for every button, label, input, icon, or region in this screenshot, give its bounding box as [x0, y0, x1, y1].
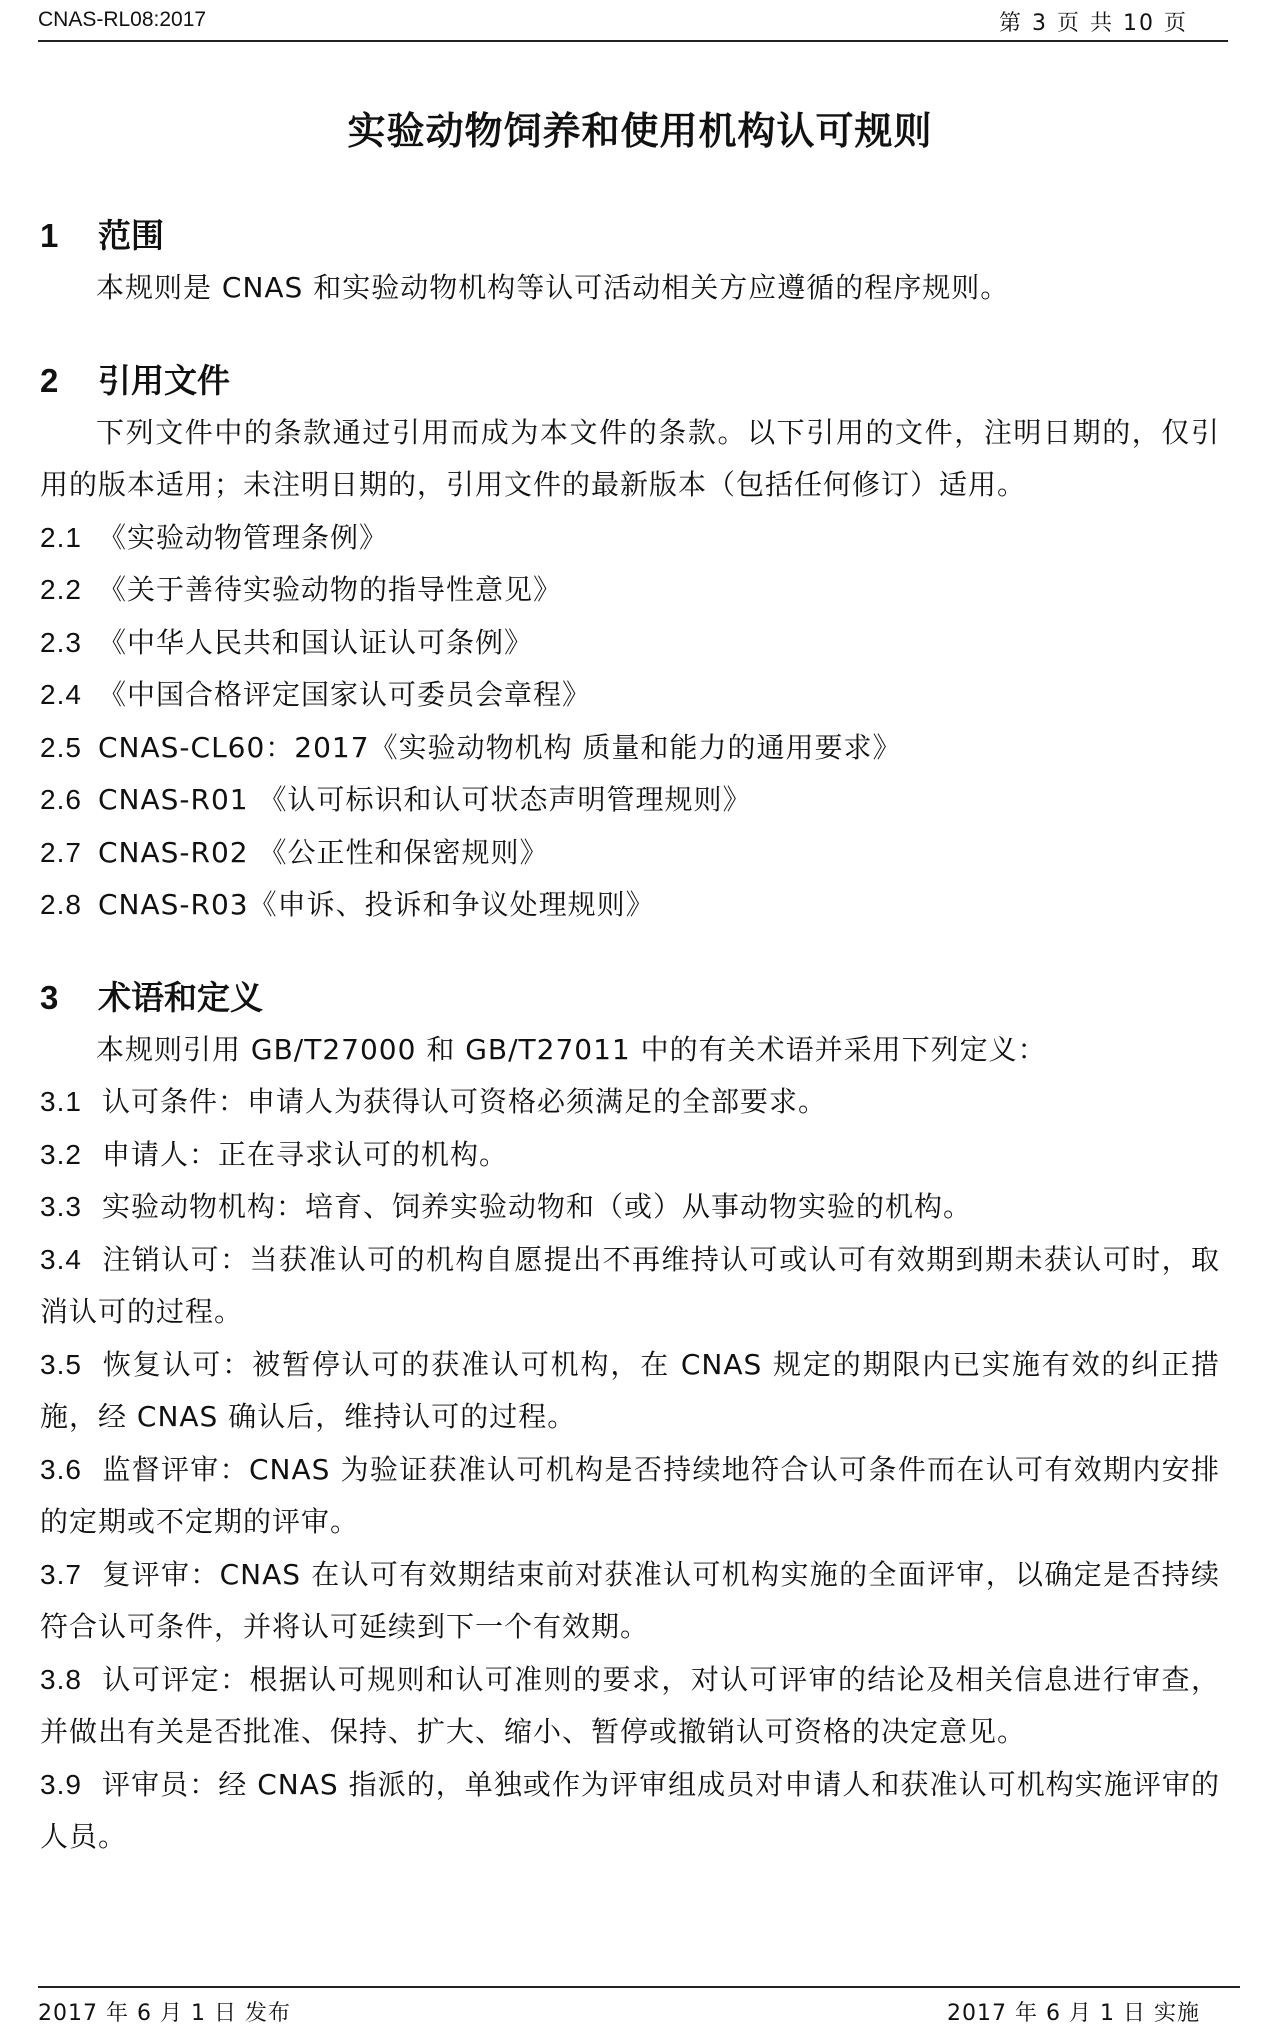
section-number: 3	[40, 978, 59, 1016]
document-body	[40, 210, 1220, 1864]
definition-item	[40, 1129, 1220, 1182]
implement-date: 2017 年 6 月 1 日 实施	[947, 2001, 1200, 2026]
item-number: 2.8	[40, 889, 82, 920]
list-item	[40, 669, 1220, 722]
section-number: 1	[40, 217, 59, 254]
definition-item	[40, 1549, 1220, 1654]
item-number: 2.1	[40, 521, 82, 553]
list-item	[40, 774, 1220, 827]
section-heading-terms	[40, 972, 1220, 1024]
item-text: CNAS-R01 《认可标识和认可状态声明管理规则》	[98, 783, 752, 816]
item-text: 《中国合格评定国家认可委员会章程》	[98, 678, 592, 711]
item-number: 3.2	[40, 1138, 82, 1170]
publish-date: 2017 年 6 月 1 日 发布	[38, 2001, 291, 2026]
definition-item	[40, 1444, 1220, 1549]
item-number: 2.6	[40, 784, 82, 815]
list-item	[40, 722, 1220, 775]
item-number: 2.3	[40, 626, 82, 658]
definition-item	[40, 1339, 1220, 1444]
section-title: 术语和定义	[98, 977, 263, 1017]
terms-intro: 本规则引用 GB/T27000 和 GB/T27011 中的有关术语并采用下列定义：	[96, 1032, 1047, 1066]
item-text: 申请人：正在寻求认可的机构。	[102, 1137, 509, 1171]
item-text: 认可条件：申请人为获得认可资格必须满足的全部要求。	[102, 1085, 828, 1118]
scope-paragraph: 本规则是 CNAS 和实验动物机构等认可活动相关方应遵循的程序规则。	[96, 271, 1010, 304]
definition-item	[40, 1076, 1220, 1129]
item-number: 3.1	[40, 1086, 82, 1117]
item-text: 实验动物机构：培育、饲养实验动物和（或）从事动物实验的机构。	[102, 1190, 973, 1223]
page-header	[38, 0, 1228, 42]
list-item	[40, 879, 1220, 932]
item-number: 3.9	[40, 1768, 82, 1800]
item-text: 认可评定：根据认可规则和认可准则的要求，对认可评审的结论及相关信息进行审查，并做出有关是否批准、保持、扩大、缩小、暂停或撤销认可资格的决定意见。	[40, 1662, 1220, 1748]
item-text: 《实验动物管理条例》	[98, 520, 389, 554]
item-number: 2.2	[40, 574, 82, 605]
item-number: 3.4	[40, 1243, 82, 1275]
item-number: 3.5	[40, 1348, 82, 1380]
item-number: 3.6	[40, 1453, 82, 1485]
item-text: 监督评审：CNAS 为验证获准认可机构是否持续地符合认可条件而在认可有效期内安排的定期或不定期的评审。	[40, 1452, 1220, 1538]
item-number: 2.5	[40, 731, 82, 763]
doc-id: CNAS-RL08:2017	[38, 8, 207, 31]
references-intro: 下列文件中的条款通过引用而成为本文件的条款。以下引用的文件，注明日期的，仅引用的版本适用；未注明日期的，引用文件的最新版本（包括任何修订）适用。	[40, 415, 1220, 501]
section-heading-references	[40, 355, 1220, 407]
definition-item	[40, 1181, 1220, 1234]
list-item	[40, 827, 1220, 880]
page-info: 第 3 页 共 10 页	[999, 11, 1188, 36]
definition-list	[40, 1076, 1220, 1864]
item-number: 2.7	[40, 836, 82, 868]
item-text: CNAS-R02 《公正性和保密规则》	[98, 835, 549, 869]
item-text: CNAS-R03《申诉、投诉和争议处理规则》	[98, 888, 655, 921]
section-title: 范围	[98, 216, 164, 255]
item-text: 《中华人民共和国认证认可条例》	[98, 625, 534, 659]
item-text: CNAS-CL60：2017《实验动物机构 质量和能力的通用要求》	[98, 730, 902, 764]
section-heading-scope	[40, 210, 1220, 262]
page-footer	[38, 1986, 1240, 2032]
item-text: 注销认可：当获准认可的机构自愿提出不再维持认可或认可有效期到期未获认可时，取消认可的过程。	[40, 1242, 1220, 1328]
section-number: 2	[40, 361, 59, 399]
list-item	[40, 564, 1220, 617]
section-title: 引用文件	[98, 360, 230, 400]
definition-item	[40, 1654, 1220, 1759]
item-number: 3.3	[40, 1191, 82, 1222]
item-text: 评审员：经 CNAS 指派的，单独或作为评审组成员对申请人和获准认可机构实施评审的人员。	[40, 1767, 1220, 1853]
item-number: 3.7	[40, 1558, 82, 1590]
definition-item	[40, 1759, 1220, 1864]
reference-list	[40, 512, 1220, 932]
item-number: 2.4	[40, 679, 82, 710]
item-number: 3.8	[40, 1663, 82, 1695]
list-item	[40, 617, 1220, 670]
list-item	[40, 512, 1220, 565]
document-title: 实验动物饲养和使用机构认可规则	[347, 109, 933, 153]
definition-item	[40, 1234, 1220, 1339]
item-text: 恢复认可：被暂停认可的获准认可机构，在 CNAS 规定的期限内已实施有效的纠正措施，经 CNAS 确认后，维持认可的过程。	[40, 1347, 1220, 1433]
item-text: 《关于善待实验动物的指导性意见》	[98, 573, 563, 606]
item-text: 复评审：CNAS 在认可有效期结束前对获准认可机构实施的全面评审，以确定是否持续符合认可条件，并将认可延续到下一个有效期。	[40, 1557, 1220, 1643]
